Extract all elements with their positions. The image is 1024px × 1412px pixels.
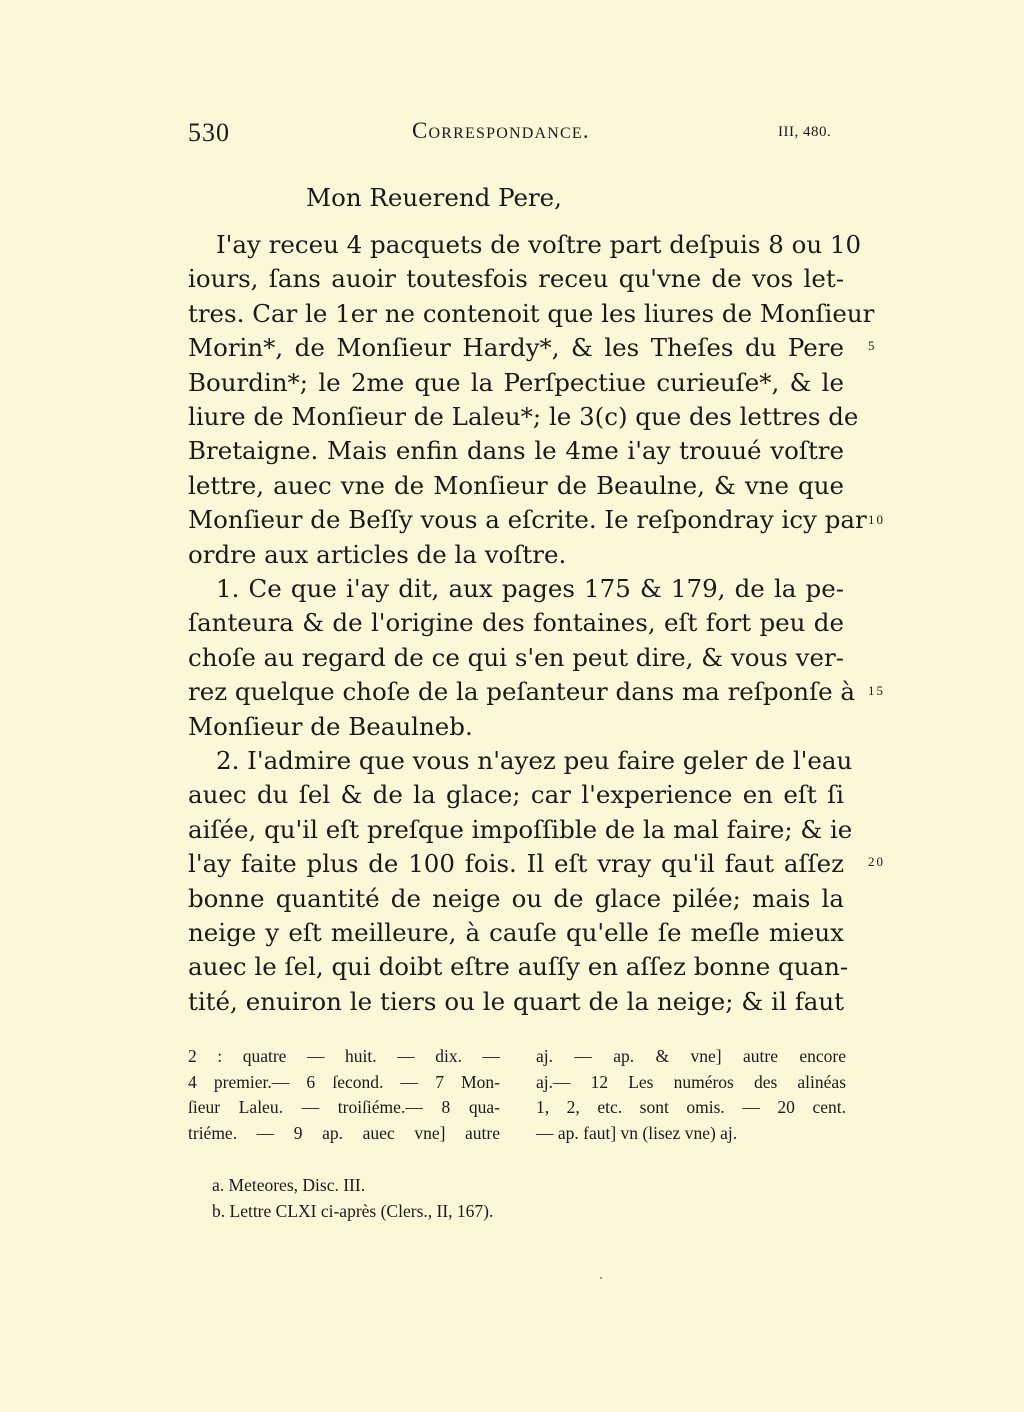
body-line <box>188 503 867 537</box>
footnote-a: a. Meteores, Disc. III. <box>212 1175 366 1195</box>
body-line <box>188 847 844 881</box>
line-number: 20 <box>868 854 885 869</box>
line-number: 10 <box>868 512 885 527</box>
variant-line: aj. — ap. & vne] autre encore <box>536 1046 846 1066</box>
variant-line: — ap. faut] vn (lisez vne) aj. <box>536 1122 738 1143</box>
body-line <box>188 675 856 709</box>
body-line-text: ſanteura & de l'origine des fontaines, eſt fort peu de <box>188 608 844 638</box>
body-line-text: aiſée, qu'il eſt preſque impoſſible de la mal faire; & ie <box>188 814 853 844</box>
page-speck <box>600 1277 602 1279</box>
body-line-text: 2. I'admire que vous n'ayez peu faire geler de l'eau <box>216 746 853 775</box>
body-line <box>188 813 853 847</box>
variant-line: 1, 2, etc. sont omis. — 20 cent. <box>536 1097 846 1117</box>
body-line-text: neige y eſt meilleure, à cauſe qu'elle ſe meſle mieux <box>188 918 844 947</box>
volume-reference: III, 480. <box>778 124 832 140</box>
variant-line: triéme. — 9 ap. auec vne] autre <box>188 1122 500 1143</box>
body-line-text: Bourdin*; le 2me que la Perſpectiue curieuſe*, & le <box>188 367 844 397</box>
body-line-text: bonne quantité de neige ou de glace pilée; mais la <box>188 883 844 913</box>
body-line-text: 1. Ce que i'ay dit, aux pages 175 & 179, de la pe- <box>216 574 844 603</box>
body-line-text: lettre, auec vne de Monſieur de Beaulne, & vne que <box>188 470 844 500</box>
page-number: 530 <box>188 118 230 147</box>
variant-line: 2 : quatre — huit. — dix. — <box>188 1046 500 1066</box>
body-line-text: liure de Monſieur de Laleu*; le 3(c) que des lettres de <box>188 402 859 431</box>
line-number: 15 <box>868 683 885 698</box>
body-line-text: iours, ſans auoir toutesfois receu qu'vne de vos let- <box>188 264 844 294</box>
salutation: Mon Reuerend Pere, <box>306 183 562 212</box>
body-line-text: Bretaigne. Mais enfin dans le 4me i'ay trouué voſtre <box>188 436 844 466</box>
body-line <box>188 641 844 675</box>
body-line <box>188 985 844 1019</box>
body-line <box>188 434 844 468</box>
body-line <box>188 882 844 916</box>
variant-line: aj.— 12 Les numéros des alinéas <box>536 1071 846 1092</box>
body-line-text: Morin*, de Monſieur Hardy*, & les Theſes du Pere <box>188 333 844 363</box>
body-line <box>188 366 844 400</box>
body-line <box>216 572 844 606</box>
body-line <box>188 331 844 365</box>
body-line <box>188 606 844 640</box>
body-line-text: rez quelque choſe de la peſanteur dans ma reſponſe à <box>188 677 856 707</box>
body-line-text: tres. Car le 1er ne contenoit que les liures de Monſieur <box>188 298 875 328</box>
body-line <box>216 228 862 262</box>
body-line-text: auec le ſel, qui doibt eſtre auſſy en aſſez bonne quan- <box>188 952 849 982</box>
body-line-text: Monſieur de Beſſy vous a eſcrite. Ie reſpondray icy par <box>188 505 867 535</box>
body-line-text: Monſieur de Beaulneb. <box>188 711 473 741</box>
body-line <box>188 538 844 572</box>
body-line-text: l'ay faite plus de 100 fois. Il eſt vray qu'il faut aſſez <box>188 849 844 879</box>
footnote-b: b. Lettre CLXI ci-après (Clers., II, 167). <box>212 1201 494 1221</box>
body-line <box>188 297 875 331</box>
body-line-text: I'ay receu 4 pacquets de voſtre part deſpuis 8 ou 10 <box>216 230 862 259</box>
body-line <box>188 710 844 744</box>
body-line-text: tité, enuiron le tiers ou le quart de la neige; & il faut <box>188 986 844 1016</box>
variant-notes-left <box>188 1044 500 1146</box>
body-line <box>188 778 844 812</box>
body-line <box>188 916 844 950</box>
body-line <box>216 744 853 778</box>
body-line <box>188 262 844 296</box>
body-line <box>188 950 849 984</box>
body-line-text: ordre aux articles de la voſtre. <box>188 539 567 569</box>
body-line-text: choſe au regard de ce qui s'en peut dire, & vous ver- <box>188 642 844 672</box>
variant-notes-right <box>536 1044 846 1146</box>
line-number: 5 <box>868 338 877 353</box>
body-line <box>188 469 844 503</box>
running-title: Correspondance. <box>412 118 590 143</box>
variant-line: 4 premier.— 6 ſecond. — 7 Mon- <box>188 1071 500 1092</box>
body-line-text: auec du ſel & de la glace; car l'experience en eſt ſi <box>188 780 844 810</box>
variant-line: ſieur Laleu. — troiſiéme.— 8 qua- <box>188 1097 500 1117</box>
body-line <box>188 400 859 434</box>
